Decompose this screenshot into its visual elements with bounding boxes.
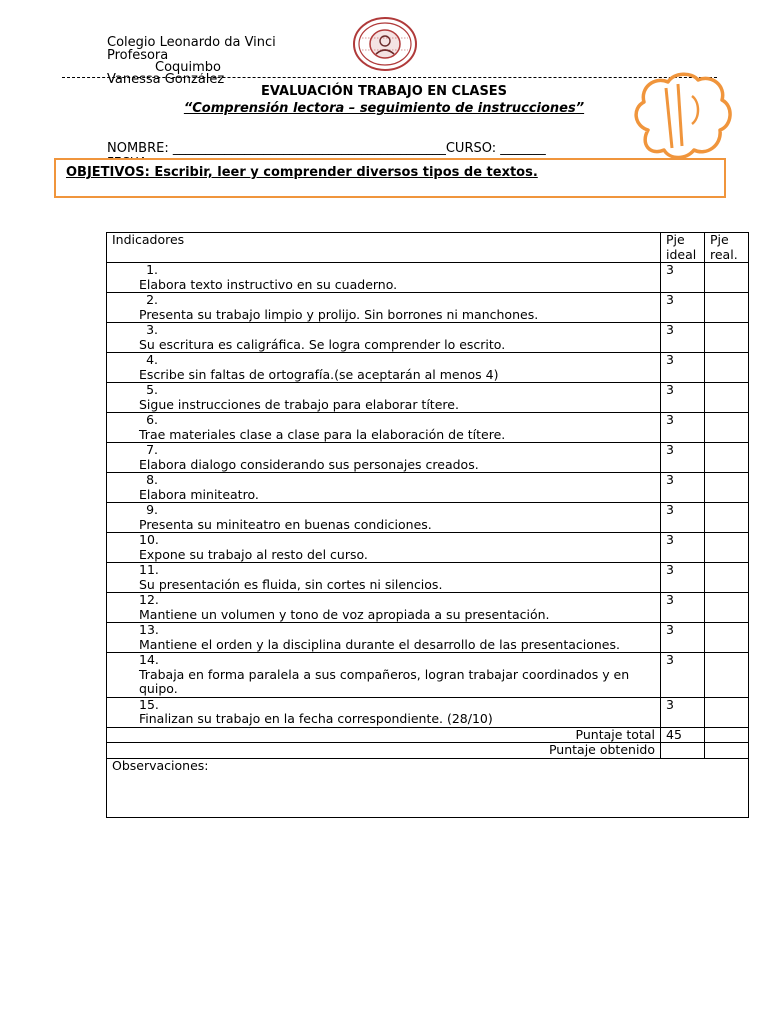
real-score-cell[interactable] <box>705 323 749 353</box>
header-ideal: Pje ideal <box>661 233 705 263</box>
table-row <box>107 323 749 353</box>
page-title: EVALUACIÓN TRABAJO EN CLASES <box>260 84 508 99</box>
table-row <box>107 383 749 413</box>
indicator-number: 1. <box>146 262 158 277</box>
indicator-number: 9. <box>146 502 158 517</box>
indicator-text: Su escritura es caligráfica. Se logra comprender lo escrito. <box>139 336 506 352</box>
ideal-score: 3 <box>661 503 705 533</box>
table-row <box>107 503 749 533</box>
ideal-score: 3 <box>661 353 705 383</box>
indicator-cell <box>107 383 661 413</box>
real-score-cell[interactable] <box>705 503 749 533</box>
header-divider <box>62 77 717 78</box>
ideal-score: 3 <box>661 623 705 653</box>
indicator-text: Mantiene el orden y la disciplina durante el desarrollo de las presentaciones. <box>139 636 620 652</box>
indicator-cell <box>107 593 661 623</box>
ideal-score: 3 <box>661 653 705 698</box>
brain-outline-icon <box>626 68 736 164</box>
real-score-cell[interactable] <box>705 533 749 563</box>
total-row <box>107 727 749 743</box>
obtained-ideal-cell <box>661 743 705 759</box>
total-label: Puntaje total <box>107 727 661 743</box>
indicator-cell <box>107 323 661 353</box>
indicator-text: Presenta su miniteatro en buenas condiciones. <box>139 516 432 532</box>
city-name: Coquimbo <box>155 60 222 75</box>
ideal-score: 3 <box>661 323 705 353</box>
ideal-score: 3 <box>661 593 705 623</box>
observations-label: Observaciones: <box>112 757 209 773</box>
indicator-cell <box>107 413 661 443</box>
indicator-cell <box>107 623 661 653</box>
real-score-cell[interactable] <box>705 353 749 383</box>
table-row <box>107 533 749 563</box>
teacher-name: Vanessa González <box>107 73 225 85</box>
real-score-cell[interactable] <box>705 623 749 653</box>
real-score-cell[interactable] <box>705 653 749 698</box>
indicator-text: Trae materiales clase a clase para la elaboración de títere. <box>139 426 506 442</box>
table-header-row <box>107 233 749 263</box>
indicator-cell <box>107 473 661 503</box>
indicator-text: Elabora texto instructivo en su cuaderno. <box>139 276 398 292</box>
table-row <box>107 293 749 323</box>
school-name: Colegio Leonardo da Vinci <box>107 35 276 50</box>
indicator-text: Su presentación es fluida, sin cortes ni silencios. <box>139 576 443 592</box>
indicator-text: Finalizan su trabajo en la fecha correspondiente. (28/10) <box>139 711 493 726</box>
table-row <box>107 563 749 593</box>
indicator-number: 13. <box>139 622 159 637</box>
indicator-text: Trabaja en forma paralela a sus compañeros, logran trabajar coordinados y en quipo. <box>139 666 630 696</box>
table-row <box>107 263 749 293</box>
ideal-score: 3 <box>661 563 705 593</box>
table-row <box>107 593 749 623</box>
indicator-number: 15. <box>139 696 159 712</box>
indicator-number: 2. <box>146 292 158 307</box>
real-score-cell[interactable] <box>705 593 749 623</box>
indicator-cell <box>107 533 661 563</box>
obtained-label: Puntaje obtenido <box>107 743 661 759</box>
indicator-number: 4. <box>146 352 158 367</box>
indicator-number: 3. <box>146 322 158 337</box>
ideal-score: 3 <box>661 533 705 563</box>
evaluation-table <box>106 232 749 818</box>
ideal-score: 3 <box>661 293 705 323</box>
real-score-cell[interactable] <box>705 413 749 443</box>
indicator-text: Elabora dialogo considerando sus personajes creados. <box>139 456 479 472</box>
ideal-score: 3 <box>661 413 705 443</box>
indicator-cell <box>107 443 661 473</box>
table-row <box>107 443 749 473</box>
total-value: 45 <box>661 727 705 743</box>
ideal-score: 3 <box>661 473 705 503</box>
table-row <box>107 473 749 503</box>
page-subtitle: “Comprensión lectora – seguimiento de instrucciones” <box>183 101 585 116</box>
indicator-cell <box>107 503 661 533</box>
real-score-cell[interactable] <box>705 473 749 503</box>
indicator-number: 6. <box>146 412 158 427</box>
objectives-text: OBJETIVOS: Escribir, leer y comprender diversos tipos de textos. <box>66 165 538 180</box>
indicator-number: 11. <box>139 562 159 577</box>
real-score-cell[interactable] <box>705 263 749 293</box>
indicator-text: Presenta su trabajo limpio y prolijo. Sin borrones ni manchones. <box>139 306 539 322</box>
table-row <box>107 623 749 653</box>
table-row <box>107 413 749 443</box>
obtained-real-cell[interactable] <box>705 743 749 759</box>
name-course-line: NOMBRE: __________________________________________CURSO: _______ <box>107 141 546 156</box>
indicator-cell <box>107 653 661 698</box>
real-score-cell[interactable] <box>705 563 749 593</box>
indicator-cell <box>107 697 661 727</box>
indicator-text: Sigue instrucciones de trabajo para elaborar títere. <box>139 396 459 412</box>
observations-row <box>107 758 749 817</box>
real-score-cell[interactable] <box>705 293 749 323</box>
indicator-text: Escribe sin faltas de ortografía.(se aceptarán al menos 4) <box>139 366 499 382</box>
real-score-cell[interactable] <box>705 383 749 413</box>
table-row <box>107 697 749 727</box>
indicator-text: Expone su trabajo al resto del curso. <box>139 546 368 562</box>
obtained-row <box>107 743 749 759</box>
indicator-cell <box>107 293 661 323</box>
indicator-number: 14. <box>139 652 159 667</box>
ideal-score: 3 <box>661 263 705 293</box>
table-row <box>107 353 749 383</box>
indicator-number: 8. <box>146 472 158 487</box>
ideal-score: 3 <box>661 443 705 473</box>
header-real: Pje real. <box>705 233 749 263</box>
teacher-role: Profesora <box>107 48 169 63</box>
indicator-cell <box>107 353 661 383</box>
indicator-number: 12. <box>139 592 159 607</box>
indicator-number: 10. <box>139 532 159 547</box>
observations-cell[interactable] <box>107 758 749 817</box>
indicator-text: Elabora miniteatro. <box>139 486 259 502</box>
ideal-score: 3 <box>661 697 705 727</box>
header-indicadores: Indicadores <box>107 233 661 263</box>
real-score-cell[interactable] <box>705 697 749 727</box>
indicator-number: 5. <box>146 382 158 397</box>
school-seal-icon <box>352 16 418 72</box>
indicator-number: 7. <box>146 442 158 457</box>
indicator-cell <box>107 563 661 593</box>
real-score-cell[interactable] <box>705 443 749 473</box>
table-row <box>107 653 749 698</box>
indicator-text: Mantiene un volumen y tono de voz apropiada a su presentación. <box>139 606 550 622</box>
total-real-cell[interactable] <box>705 727 749 743</box>
objectives-box <box>54 158 726 198</box>
indicator-cell <box>107 263 661 293</box>
ideal-score: 3 <box>661 383 705 413</box>
